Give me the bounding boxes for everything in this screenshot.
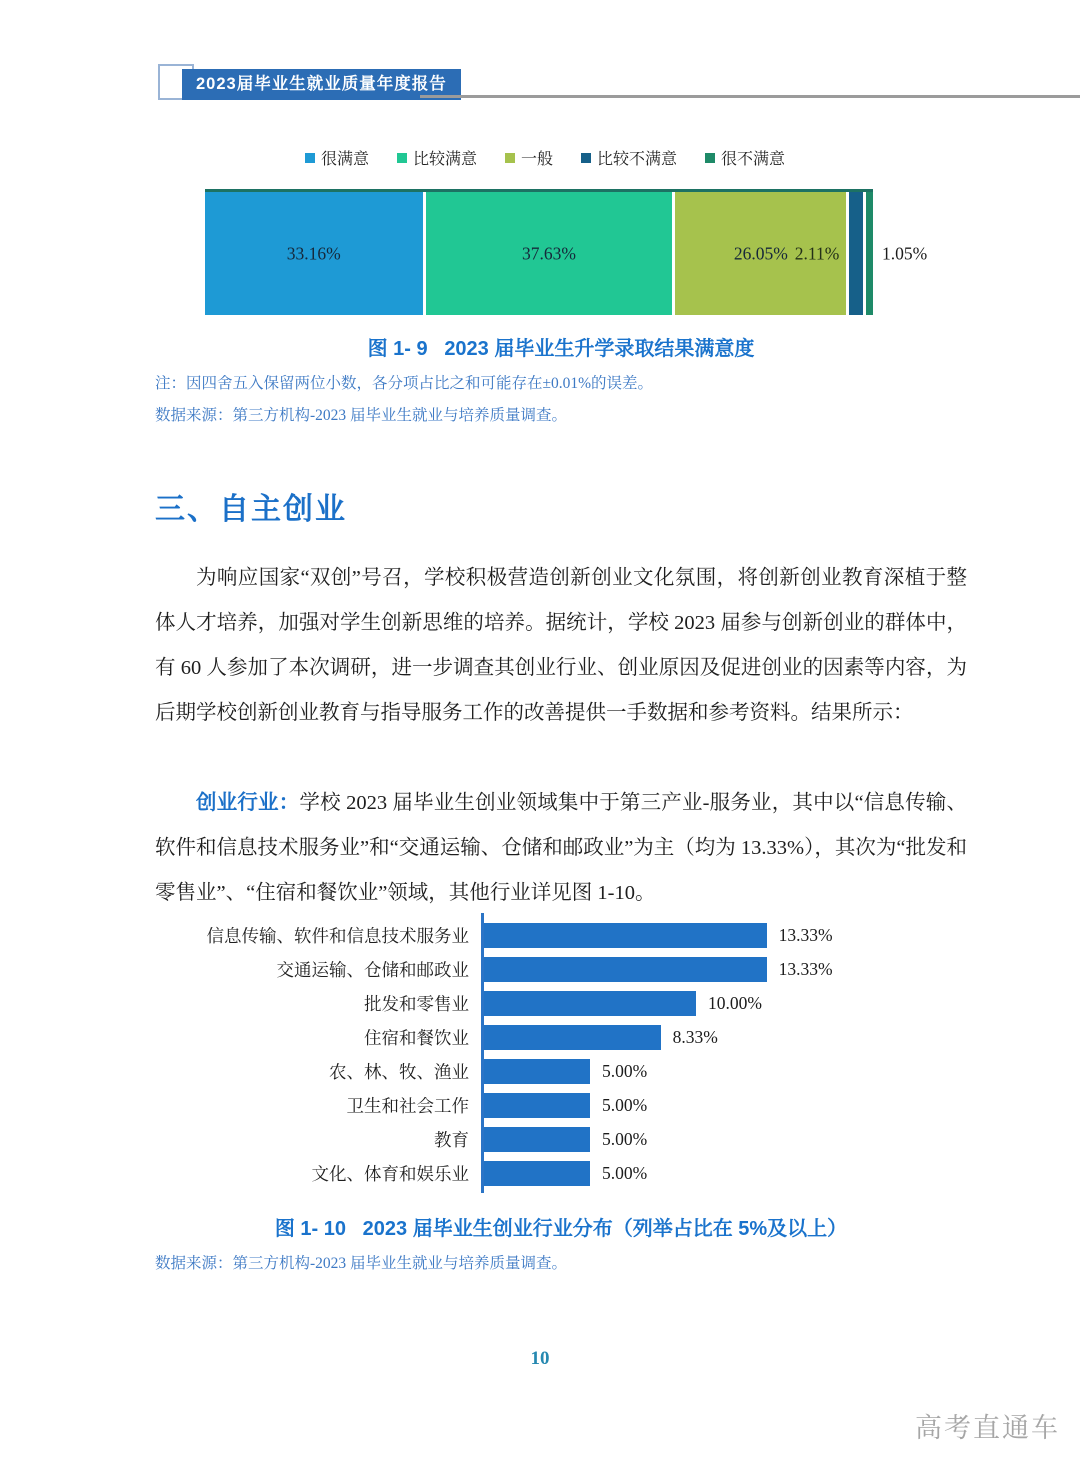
bar-track bbox=[484, 957, 833, 982]
bar-row bbox=[205, 918, 885, 952]
bar-category-label: 文化、体育和娱乐业 bbox=[311, 1163, 469, 1184]
bar-value-label: 5.00% bbox=[602, 1128, 648, 1149]
legend-label: 比较不满意 bbox=[597, 151, 678, 168]
paragraph-2-text: 学校 2023 届毕业生创业领域集中于第三产业-服务业，其中以“信息传输、软件和信息技术服务业”和“交通运输、仓储和邮政业”为主（均为 13.33%），其次为“批发和零售业”、“住宿和餐饮业”领域，其他行业详见图 1-10。 bbox=[155, 792, 967, 904]
bar-row bbox=[205, 986, 885, 1020]
bar-row bbox=[205, 952, 885, 986]
bar-value-label: 8.33% bbox=[672, 1026, 718, 1047]
stacked-segment bbox=[426, 192, 673, 315]
figure-1-10-source: 数据来源：第三方机构-2023 届毕业生就业与培养质量调查。 bbox=[155, 1255, 568, 1272]
bar-row bbox=[205, 1054, 885, 1088]
bar-row bbox=[205, 1156, 885, 1190]
bar-category-label: 教育 bbox=[434, 1129, 469, 1150]
stacked-segment bbox=[794, 192, 863, 315]
legend-label: 很满意 bbox=[320, 151, 369, 168]
bar-value-label: 13.33% bbox=[778, 924, 833, 945]
legend-label: 很不满意 bbox=[721, 151, 786, 168]
bar-value-label: 5.00% bbox=[602, 1060, 648, 1081]
segment-value-label: 26.05% bbox=[733, 243, 788, 263]
satisfaction-legend bbox=[205, 146, 885, 169]
industry-bar-chart bbox=[205, 918, 885, 1190]
section-paragraph-1: 为响应国家“双创”号召，学校积极营造创新创业文化氛围，将创新创业教育深植于整体人才培养，加强对学生创新思维的培养。据统计，学校 2023 届参与创新创业的群体中，有 60 人参加了本次调研，进一步调查其创业行业、创业原因及促进创业的因素等内容，为后期学校创新创业教育与指导服务工作的改善提供一手数据和参考资料。结果所示： bbox=[155, 567, 967, 724]
legend-item bbox=[581, 146, 677, 169]
bar bbox=[484, 1059, 590, 1084]
bar-category-label: 农、林、牧、渔业 bbox=[329, 1061, 469, 1082]
paragraph-lead-label: 创业行业： bbox=[196, 792, 300, 814]
bar-value-label: 5.00% bbox=[602, 1094, 648, 1115]
figure-1-9-note: 注：因四舍五入保留两位小数，各分项占比之和可能存在±0.01%的误差。 bbox=[155, 375, 654, 392]
figure-1-9-source: 数据来源：第三方机构-2023 届毕业生就业与培养质量调查。 bbox=[155, 407, 568, 424]
legend-swatch-icon bbox=[305, 153, 315, 163]
satisfaction-chart bbox=[205, 192, 928, 315]
watermark-text: 高考直通车 bbox=[915, 1413, 1060, 1443]
satisfaction-stacked-bar bbox=[205, 192, 928, 315]
bar bbox=[484, 957, 767, 982]
bar-category-label: 批发和零售业 bbox=[364, 993, 469, 1014]
bar-track bbox=[484, 1059, 647, 1084]
bar-value-label: 5.00% bbox=[602, 1162, 648, 1183]
industry-bar-rows bbox=[205, 918, 885, 1190]
bar-track bbox=[484, 1127, 647, 1152]
legend-swatch-icon bbox=[705, 153, 715, 163]
legend-swatch-icon bbox=[581, 153, 591, 163]
chart-y-axis-line bbox=[481, 913, 484, 1193]
bar-category-label: 信息传输、软件和信息技术服务业 bbox=[206, 925, 469, 946]
figure-1-9-caption: 图 1- 9 2023 届毕业生升学录取结果满意度 bbox=[367, 338, 755, 360]
bar-value-label: 10.00% bbox=[708, 992, 762, 1013]
legend-label: 一般 bbox=[520, 151, 553, 168]
bar-track bbox=[484, 923, 833, 948]
legend-label: 比较满意 bbox=[412, 151, 477, 168]
bar-track bbox=[484, 1161, 647, 1186]
report-header-title: 2023届毕业生就业质量年度报告 bbox=[182, 69, 461, 100]
section-paragraph-2 bbox=[155, 781, 967, 916]
page-number: 10 bbox=[530, 1348, 550, 1369]
bar-track bbox=[484, 1093, 647, 1118]
bar-category-label: 交通运输、仓储和邮政业 bbox=[276, 959, 469, 980]
bar-track bbox=[484, 1025, 718, 1050]
bar bbox=[484, 1161, 590, 1186]
bar bbox=[484, 1093, 590, 1118]
figure-1-10-caption: 图 1- 10 2023 届毕业生创业行业分布（列举占比在 5%及以上） bbox=[274, 1218, 848, 1240]
bar bbox=[484, 923, 767, 948]
bar-category-label: 住宿和餐饮业 bbox=[364, 1027, 469, 1048]
stacked-segment bbox=[866, 192, 928, 315]
segment-value-label: 2.11% bbox=[794, 243, 840, 263]
section-heading: 三、自主创业 bbox=[155, 493, 347, 526]
legend-swatch-icon bbox=[397, 153, 407, 163]
bar bbox=[484, 1025, 661, 1050]
legend-item bbox=[305, 146, 369, 169]
bar-row bbox=[205, 1088, 885, 1122]
legend-item bbox=[505, 146, 553, 169]
bar-row bbox=[205, 1122, 885, 1156]
bar bbox=[484, 1127, 590, 1152]
bar-value-label: 13.33% bbox=[778, 958, 833, 979]
bar-row bbox=[205, 1020, 885, 1054]
legend-swatch-icon bbox=[505, 153, 515, 163]
legend-item bbox=[705, 146, 785, 169]
segment-value-label: 1.05% bbox=[882, 243, 928, 263]
bar bbox=[484, 991, 696, 1016]
bar-track bbox=[484, 991, 762, 1016]
header-rule-line bbox=[420, 95, 1080, 98]
segment-value-label: 37.63% bbox=[521, 243, 576, 263]
bar-category-label: 卫生和社会工作 bbox=[346, 1095, 469, 1116]
segment-value-label: 33.16% bbox=[286, 243, 341, 263]
stacked-segment bbox=[205, 192, 423, 315]
legend-item bbox=[397, 146, 477, 169]
